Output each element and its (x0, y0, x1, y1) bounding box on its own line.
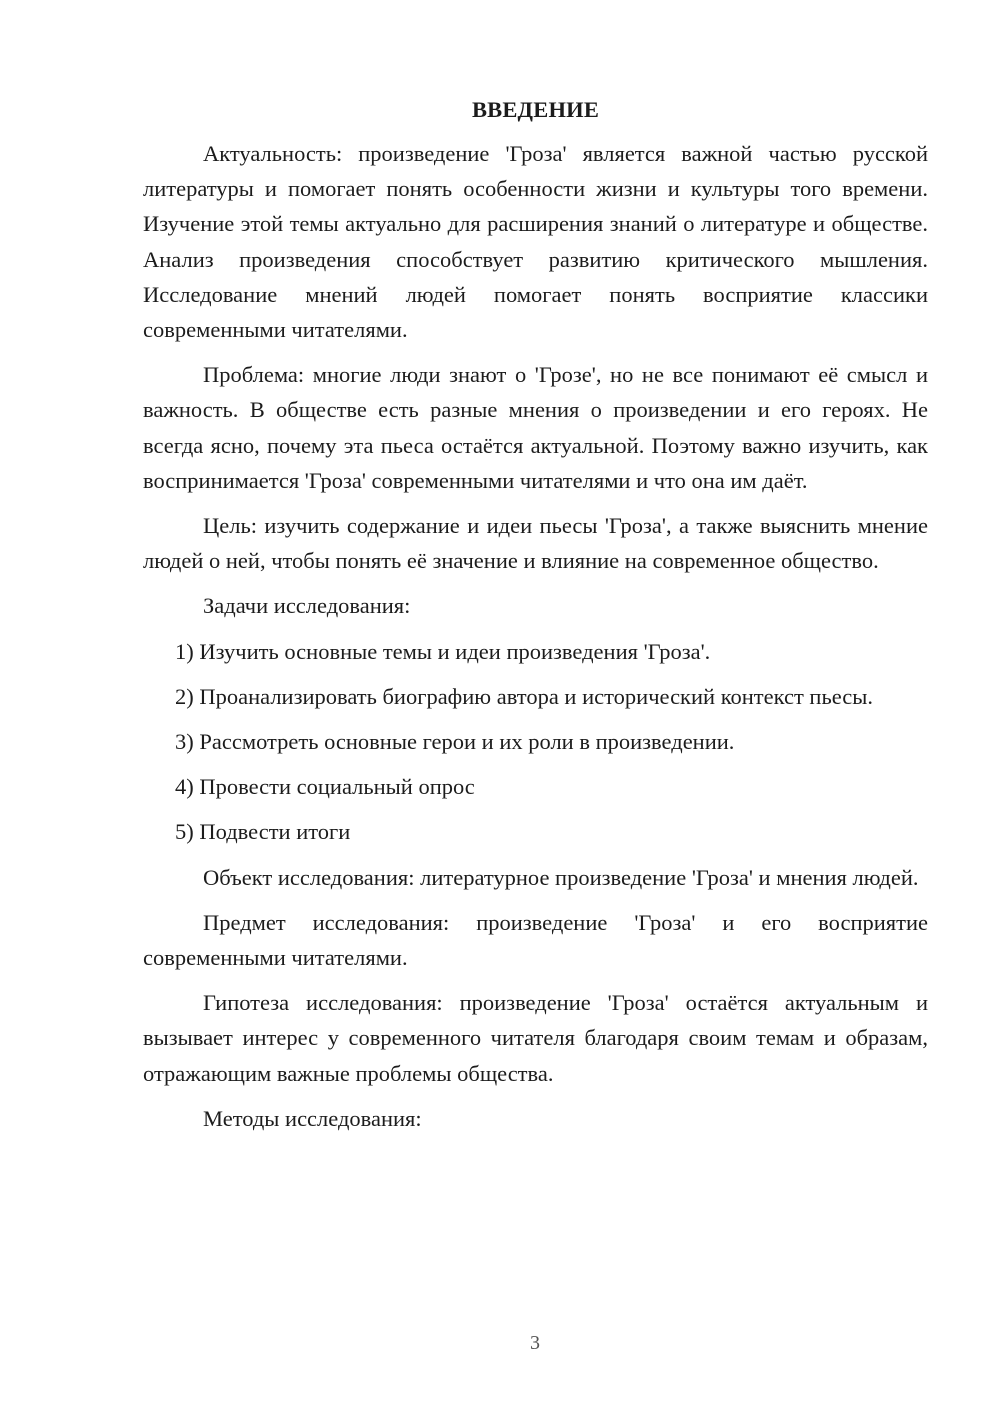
section-title: ВВЕДЕНИЕ (471, 97, 600, 122)
task-item: 5) Подвести итоги (175, 819, 351, 845)
tasks-heading: Задачи исследования: (203, 593, 411, 619)
task-item: 2) Проанализировать биографию автора и исторический контекст пьесы. (175, 683, 873, 709)
document-page (143, 94, 928, 1146)
task-item: 1) Изучить основные темы и идеи произведения 'Гроза'. (175, 638, 711, 664)
methods-heading: Методы исследования: (203, 1105, 422, 1131)
object-paragraph: Объект исследования: литературное произведение 'Гроза' и мнения людей. (203, 864, 919, 890)
problem-paragraph: Проблема: многие люди знают о 'Грозе', но не все понимают её смысл и важность. В обществе есть разные мнения о произведении и его героях. Не всегда ясно, почему эта пьеса остаётся актуальной. Поэтому важно изучить, как воспринимается 'Гроза' современными читателями и что она им даёт. (143, 362, 928, 493)
subject-paragraph: Предмет исследования: произведение 'Гроза' и его восприятие современными читателями. (143, 909, 928, 971)
page-number: 3 (530, 1332, 540, 1354)
task-item: 4) Провести социальный опрос (175, 774, 475, 800)
hypothesis-paragraph: Гипотеза исследования: произведение 'Гроза' остаётся актуальным и вызывает интерес у современного читателя благодаря своим темам и образам, отражающим важные проблемы общества. (143, 990, 928, 1086)
relevance-paragraph: Актуальность: произведение 'Гроза' является важной частью русской литературы и помогает понять особенности жизни и культуры того времени. Изучение этой темы актуально для расширения знаний о литературе и обществе. Анализ произведения способствует развитию критического мышления. Исследование мнений людей помогает понять восприятие классики современными читателями. (143, 141, 928, 343)
task-item: 3) Рассмотреть основные герои и их роли в произведении. (175, 729, 735, 755)
goal-paragraph: Цель: изучить содержание и идеи пьесы 'Гроза', а также выяснить мнение людей о ней, чтобы понять её значение и влияние на современное общество. (143, 513, 928, 574)
